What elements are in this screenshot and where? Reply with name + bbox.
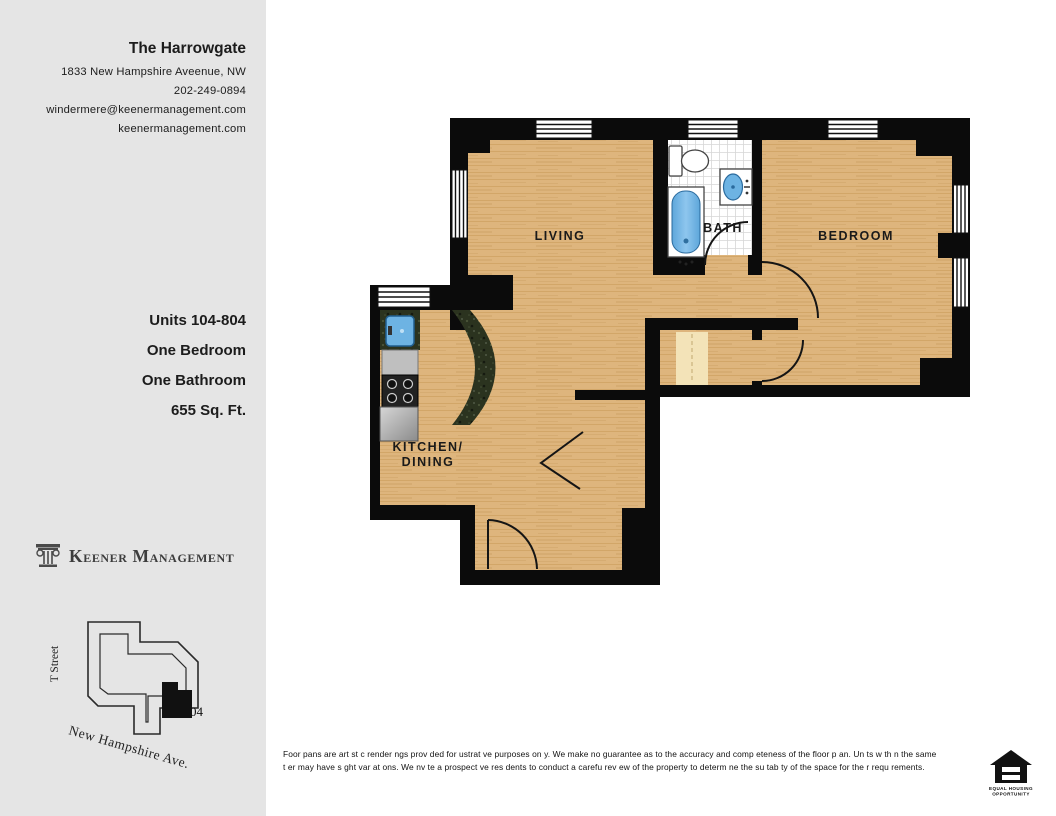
equal-housing-logo xyxy=(986,746,1036,803)
property-header xyxy=(0,40,246,135)
bath-label: BATH xyxy=(703,221,743,235)
stove xyxy=(382,375,418,407)
bathtub xyxy=(668,187,704,266)
left-sidebar xyxy=(0,0,266,816)
unit-area: 655 Sq. Ft. xyxy=(170,402,246,419)
company-name: Keener Management xyxy=(69,545,235,566)
equal-housing-text-2: OPPORTUNITY xyxy=(992,791,1030,797)
column-capital-icon xyxy=(34,543,62,569)
bedroom-window-top xyxy=(828,120,878,138)
map-street-label: T Street xyxy=(49,645,61,683)
bedroom-label: BEDROOM xyxy=(818,229,894,243)
unit-info xyxy=(0,306,246,426)
disclaimer-line-1: Foor pans are art st c render ngs prov ded for ustrat ve purposes on y. We make no guarantee as to the accuracy and comp eteness of the floor p an. Un ts w th n the same xyxy=(283,749,937,759)
property-email: windermere@keenermanagement.com xyxy=(46,104,246,116)
unit-bathrooms: One Bathroom xyxy=(141,372,246,389)
oven-appliance xyxy=(380,407,418,441)
bath-window-top xyxy=(688,120,738,138)
kitchen-faucet xyxy=(388,326,392,335)
unit-numbers: Units 104-804 xyxy=(149,312,246,329)
kitchen-label-line2: DINING xyxy=(401,455,455,469)
property-address: 1833 New Hampshire Aveenue, NW xyxy=(61,66,246,78)
bedroom-window-right-1 xyxy=(954,185,969,233)
counter-cabinet xyxy=(382,350,418,375)
company-branding xyxy=(34,543,234,569)
bedroom-window-right-2 xyxy=(954,258,969,307)
property-website: keenermanagement.com xyxy=(118,123,246,135)
closet-floor xyxy=(676,332,708,385)
property-phone: 202-249-0894 xyxy=(173,85,246,97)
equal-housing-house-icon xyxy=(990,750,1032,783)
site-key-map xyxy=(38,610,253,790)
exterior-cutout xyxy=(368,520,460,585)
kitchen-window-left xyxy=(378,287,430,307)
kitchen-label-line1: KITCHEN/ xyxy=(392,440,464,454)
unit-bedrooms: One Bedroom xyxy=(146,342,246,359)
map-unit-number: 04 xyxy=(190,704,203,719)
floor-plan xyxy=(368,113,976,585)
property-name: The Harrowgate xyxy=(128,40,246,57)
disclaimer-line-2: t er may have s ght var at ons. We nv te a prospect ve res dents to conduct a carefu rev ew of the property to determ ne the su tab ty of the space for the r requ rements. xyxy=(283,762,925,772)
living-window-top xyxy=(536,120,592,138)
equal-housing-text-1: EQUAL HOUSING xyxy=(989,786,1033,791)
map-avenue-label: New Hampshire Ave. xyxy=(67,722,192,772)
unit-location-marker xyxy=(162,682,192,718)
living-window-left xyxy=(452,170,467,238)
bath-sink xyxy=(720,169,752,205)
living-label: LIVING xyxy=(534,229,586,243)
